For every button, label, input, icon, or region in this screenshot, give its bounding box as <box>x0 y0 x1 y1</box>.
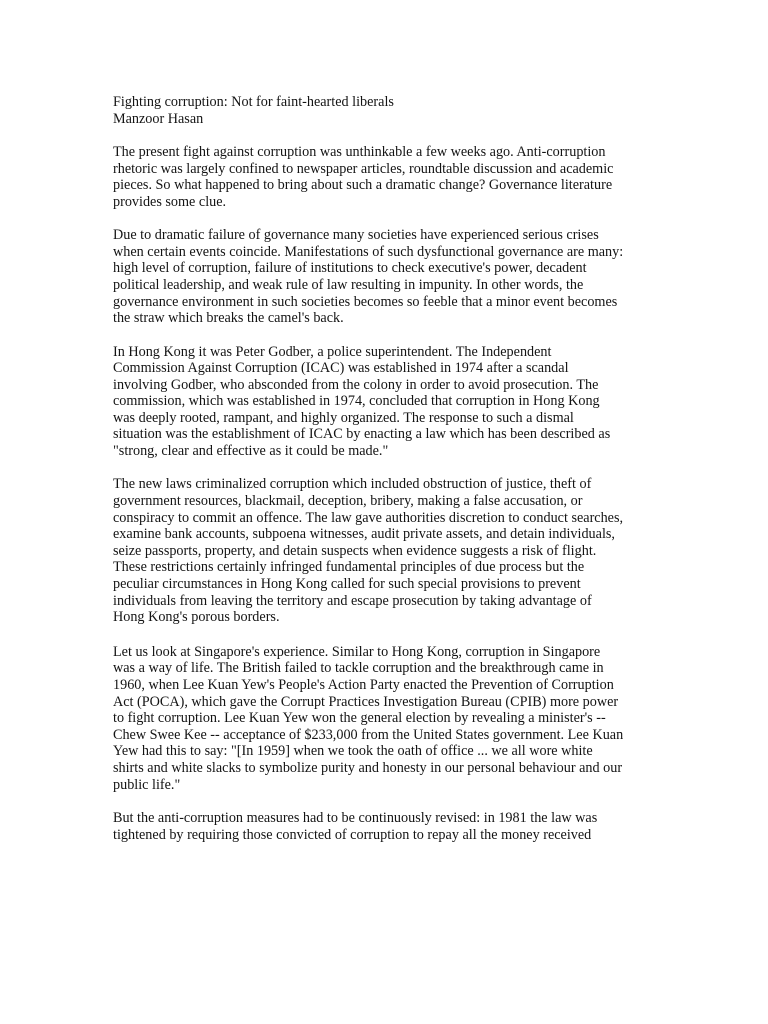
document-title: Fighting corruption: Not for faint-hearted liberals <box>113 94 394 110</box>
document-page <box>113 94 761 860</box>
document-author: Manzoor Hasan <box>113 110 204 127</box>
paragraph-intro: The present fight against corruption was unthinkable a few weeks ago. Anti-corruption rhetoric was largely confined to newspaper articles, roundtable discussion and academic pieces. So what happened to bring about such a dramatic change? Governance literature provides some clue. <box>113 143 614 210</box>
paragraph-hong-kong: In Hong Kong it was Peter Godber, a police superintendent. The Independent Commission Against Corruption (ICAC) was established in 1974 after a scandal involving Godber, who absconded from the colony in order to avoid prosecution. The commission, which was established in 1974, concluded that corruption in Hong Kong was deeply rooted, rampant, and highly organized. The response to such a dismal situation was the establishment of ICAC by enacting a law which has been described as "strong, clear and effective as it could be made." <box>113 343 611 460</box>
paragraph-governance: Due to dramatic failure of governance many societies have experienced serious crises when certain events coincide. Manifestations of such dysfunctional governance are many: high level of corruption, failure of institutions to check executive's power, decadent political leadership, and weak rule of law resulting in impunity. In other words, the governance environment in such societies becomes so feeble that a minor event becomes the straw which breaks the camel's back. <box>113 227 624 327</box>
document-header <box>113 94 761 127</box>
paragraph-singapore: Let us look at Singapore's experience. Similar to Hong Kong, corruption in Singapore was a way of life. The British failed to tackle corruption and the breakthrough came in 1960, when Lee Kuan Yew's People's Action Party enacted the Prevention of Corruption Act (POCA), which gave the Corrupt Practices Investigation Bureau (CPIB) more power to fight corruption. Lee Kuan Yew won the general election by revealing a minister's -- Chew Swee Kee -- acceptance of $233,000 from the United States government. Lee Kuan Yew had this to say: "[In 1959] when we took the oath of office ... we all wore white shirts and white slacks to symbolize purity and honesty in our personal behaviour and our public life." <box>113 643 624 793</box>
paragraph-new-laws: The new laws criminalized corruption which included obstruction of justice, theft of government resources, blackmail, deception, bribery, making a false accusation, or conspiracy to commit an offence. The law gave authorities discretion to conduct searches, examine bank accounts, subpoena witnesses, audit private assets, and detain individuals, seize passports, property, and detain suspects when evidence suggests a risk of flight. These restrictions certainly infringed fundamental principles of due process but the peculiar circumstances in Hong Kong called for such special provisions to prevent individuals from leaving the territory and escape prosecution by taking advantage of Hong Kong's porous borders. <box>113 476 624 626</box>
paragraph-revisions: But the anti-corruption measures had to be continuously revised: in 1981 the law was tightened by requiring those convicted of corruption to repay all the money received <box>113 809 598 843</box>
